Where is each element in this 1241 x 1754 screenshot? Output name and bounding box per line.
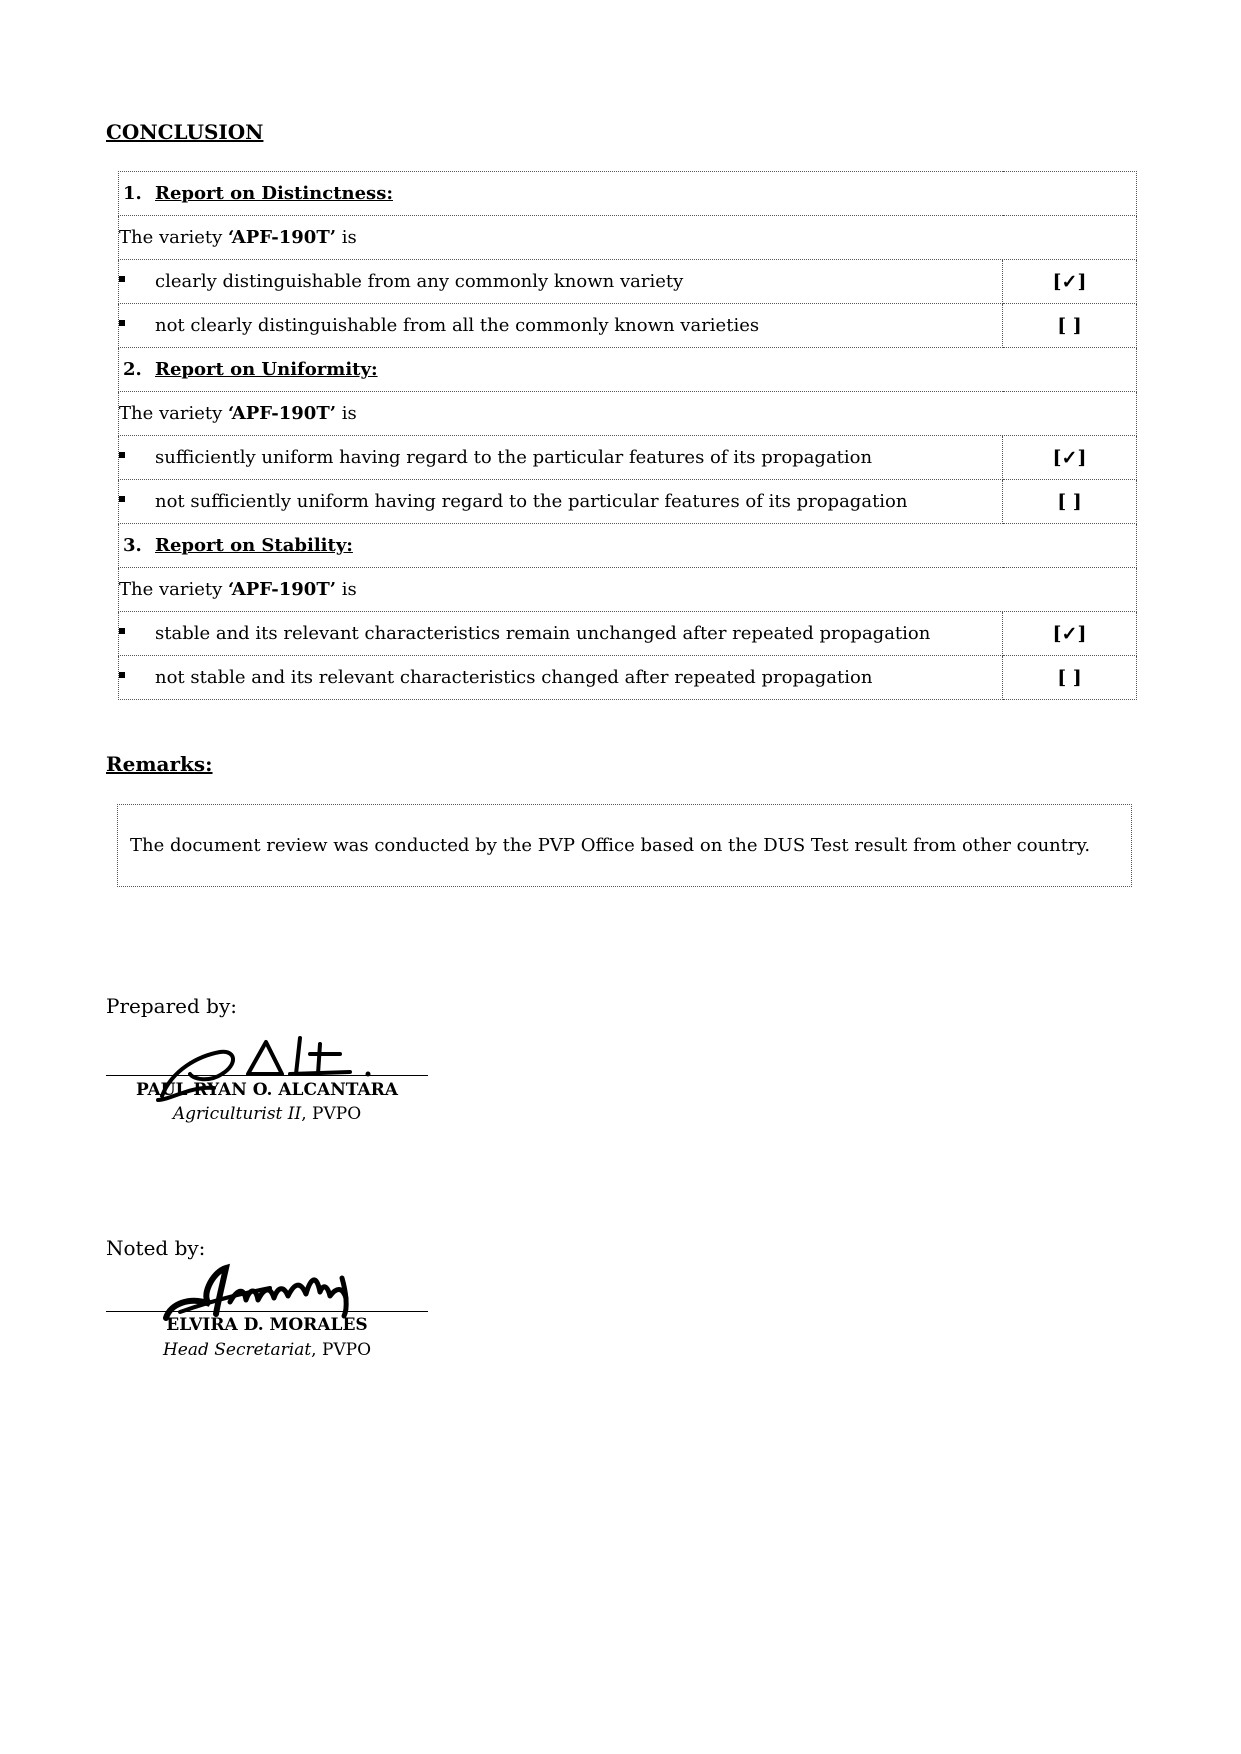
- checkbox-mark: [ ]: [1003, 656, 1137, 700]
- variety-row: [119, 568, 1137, 612]
- variety-name: ‘APF-190T’: [228, 579, 336, 600]
- variety-name: ‘APF-190T’: [228, 227, 336, 248]
- title-italic: Head Secretariat: [162, 1340, 312, 1360]
- section-title: Report on Stability:: [155, 535, 353, 556]
- section-number: 1.: [123, 183, 142, 204]
- remarks-box: [117, 804, 1132, 887]
- option-row: [119, 260, 1137, 304]
- section-number: 2.: [123, 359, 142, 380]
- checkbox-mark: [✓]: [1003, 436, 1137, 480]
- option-row: [119, 436, 1137, 480]
- bullet-icon: [119, 452, 125, 458]
- prepared-by-name: PAUL RYAN O. ALCANTARA: [135, 1080, 398, 1100]
- conclusion-heading: CONCLUSION: [106, 120, 264, 144]
- noted-by-name: ELVIRA D. MORALES: [166, 1315, 368, 1335]
- checkbox-mark: [ ]: [1003, 304, 1137, 348]
- section-header-stability: [119, 524, 1137, 568]
- signature-line: [106, 1075, 428, 1076]
- bullet-icon: [119, 496, 125, 502]
- option-row: [119, 304, 1137, 348]
- variety-prefix: The variety: [119, 403, 229, 424]
- bullet-icon: [119, 276, 125, 282]
- section-header-uniformity: [119, 348, 1137, 392]
- option-text: not clearly distinguishable from all the commonly known varieties: [155, 315, 760, 336]
- bullet-icon: [119, 320, 125, 326]
- option-text: stable and its relevant characteristics remain unchanged after repeated propagation: [155, 623, 931, 644]
- variety-row: [119, 392, 1137, 436]
- checkbox-mark: [✓]: [1003, 612, 1137, 656]
- conclusion-table: [118, 171, 1137, 700]
- noted-by-title: [106, 1340, 428, 1360]
- title-italic: Agriculturist II: [172, 1104, 302, 1124]
- option-row: [119, 612, 1137, 656]
- section-title: Report on Uniformity:: [155, 359, 378, 380]
- variety-row: [119, 216, 1137, 260]
- variety-suffix: is: [335, 227, 357, 248]
- option-row: [119, 656, 1137, 700]
- signature-line: [106, 1311, 428, 1312]
- bullet-icon: [119, 672, 125, 678]
- variety-suffix: is: [335, 579, 357, 600]
- title-rest: , PVPO: [301, 1104, 362, 1124]
- variety-prefix: The variety: [119, 227, 229, 248]
- remarks-text: The document review was conducted by the PVP Office based on the DUS Test result from other country.: [130, 835, 1091, 856]
- section-header-distinctness: [119, 172, 1137, 216]
- section-title: Report on Distinctness:: [155, 183, 393, 204]
- option-text: sufficiently uniform having regard to the particular features of its propagation: [155, 447, 873, 468]
- option-text: not sufficiently uniform having regard to the particular features of its propagation: [155, 491, 908, 512]
- remarks-heading: Remarks:: [106, 752, 213, 776]
- option-row: [119, 480, 1137, 524]
- prepared-by-label: Prepared by:: [106, 994, 237, 1018]
- checkbox-mark: [ ]: [1003, 480, 1137, 524]
- section-number: 3.: [123, 535, 142, 556]
- checkbox-mark: [✓]: [1003, 260, 1137, 304]
- variety-suffix: is: [335, 403, 357, 424]
- option-text: clearly distinguishable from any commonly known variety: [155, 271, 684, 292]
- option-text: not stable and its relevant characteristics changed after repeated propagation: [155, 667, 873, 688]
- noted-by-label: Noted by:: [106, 1236, 206, 1260]
- prepared-by-title: [106, 1104, 428, 1124]
- title-rest: , PVPO: [311, 1340, 372, 1360]
- variety-prefix: The variety: [119, 579, 229, 600]
- bullet-icon: [119, 628, 125, 634]
- variety-name: ‘APF-190T’: [228, 403, 336, 424]
